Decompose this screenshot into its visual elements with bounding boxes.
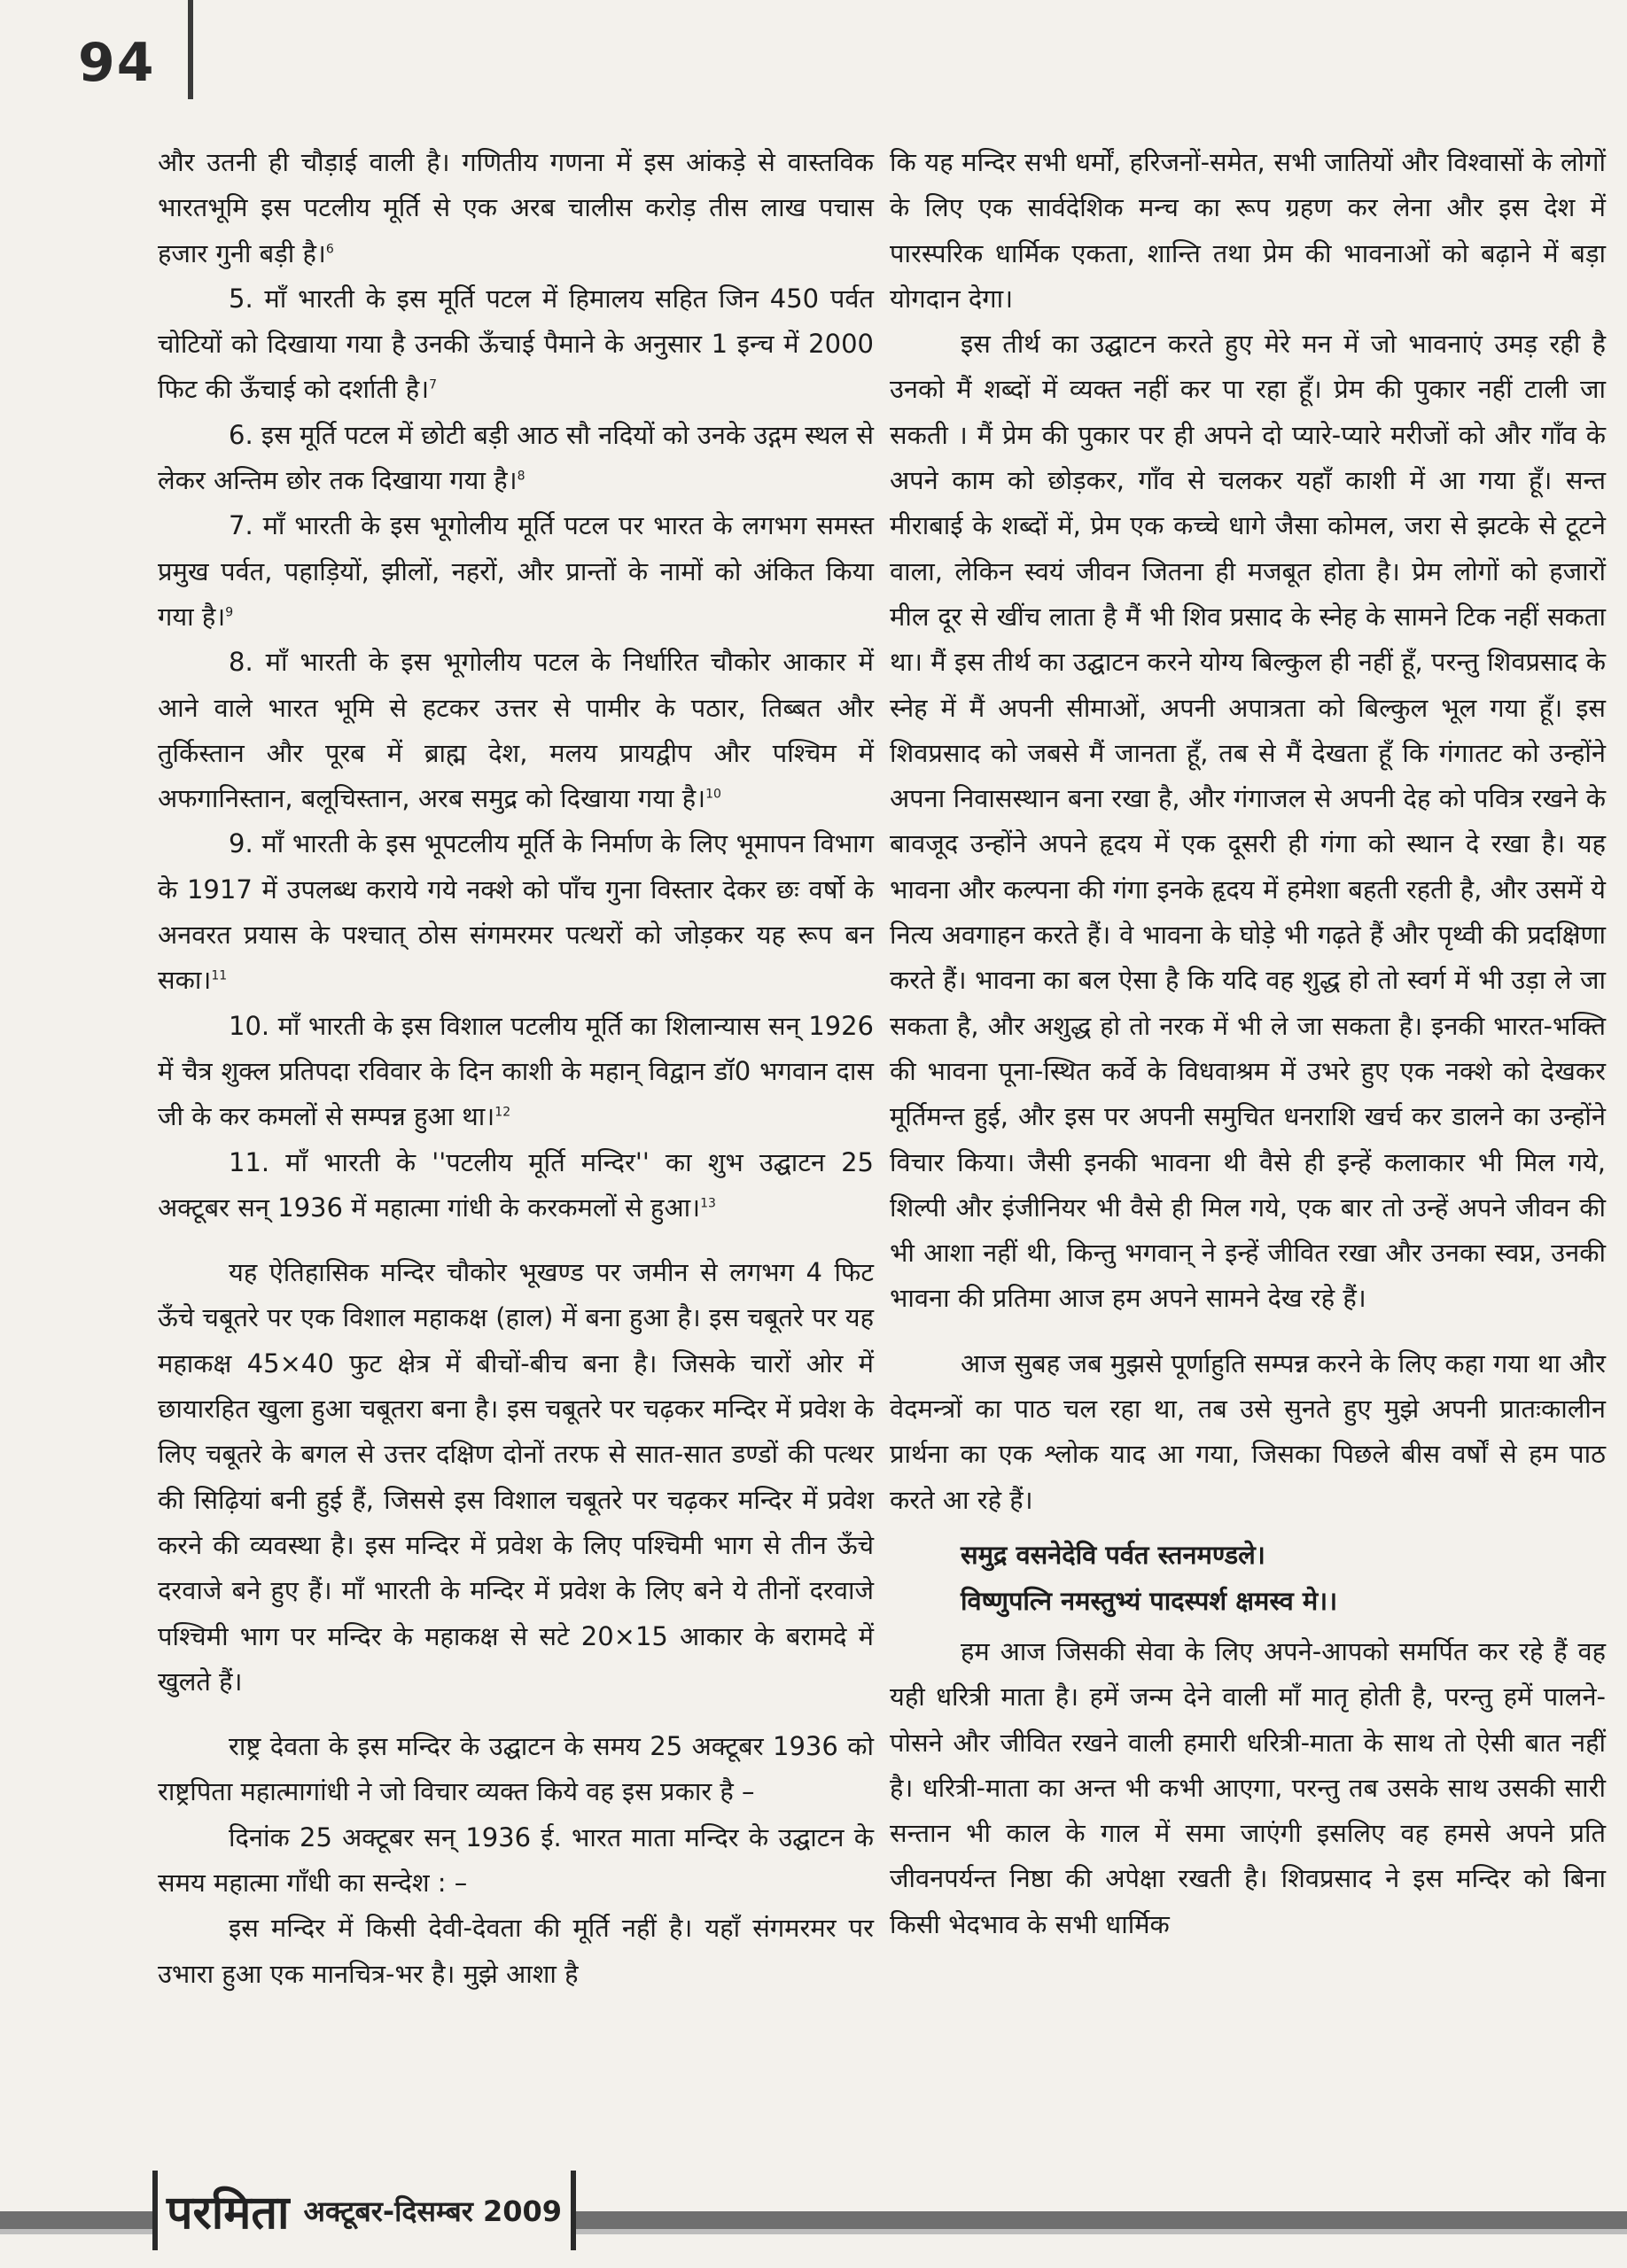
paragraph bbox=[890, 322, 1606, 1322]
paragraph bbox=[890, 1341, 1606, 1523]
verse-line-2: विष्णुपत्नि नमस्तुभ्यं पादस्पर्श क्षमस्व मे।। bbox=[961, 1585, 1338, 1616]
footnote-marker: 13 bbox=[700, 1196, 716, 1211]
footnote-marker: 8 bbox=[517, 469, 525, 484]
right-column bbox=[890, 140, 1606, 1947]
paragraph-text: राष्ट्र देवता के इस मन्दिर के उद्घाटन के समय 25 अक्टूबर 1936 को राष्ट्रपिता महात्मागांधी ने जो विचार व्यक्त किये वह इस प्रकार है – bbox=[158, 1731, 874, 1807]
footer bbox=[152, 2171, 576, 2250]
paragraph bbox=[158, 140, 874, 276]
paragraph-text: यह ऐतिहासिक मन्दिर चौकोर भूखण्ड पर जमीन से लगभग 4 फिट ऊँचे चबूतरे पर एक विशाल महाकक्ष (हाल) में बना हुआ है। इस चबूतरे पर यह महाकक्ष 45×40 फुट क्षेत्र में बीचों-बीच बना है। जिसके चारों ओर में छायारहित खुला हुआ चबूतरा बना है। इस चबूतरे पर चढ़कर मन्दिर में प्रवेश के लिए चबूतरे के बगल से उत्तर दक्षिण दोनों तरफ से सात-सात डण्डों की पत्थर की सिढ़ियां बनी हुई हैं, जिससे इस विशाल चबूतरे पर चढ़कर मन्दिर में प्रवेश करने की व्यवस्था है। इस मन्दिर में प्रवेश के लिए पश्चिमी भाग से तीन ऊँचे दरवाजे बने हुए हैं। माँ भारती के मन्दिर में प्रवेश के लिए बने ये तीनों दरवाजे पश्चिमी भाग पर मन्दिर के महाकक्ष से सटे 20×15 आकार के बरामदे में खुलते हैं। bbox=[158, 1257, 874, 1697]
footnote-marker: 10 bbox=[705, 787, 721, 802]
paragraph bbox=[158, 503, 874, 640]
paragraph bbox=[158, 1004, 874, 1140]
paragraph bbox=[158, 1724, 874, 1815]
paragraph bbox=[158, 1906, 874, 1997]
paragraph bbox=[158, 1140, 874, 1231]
footnote-marker: 7 bbox=[429, 377, 438, 392]
verse-line-1: समुद्र वसनेदेवि पर्वत स्तनमण्डले। bbox=[961, 1539, 1265, 1570]
paragraph-text: इस तीर्थ का उद्घाटन करते हुए मेरे मन में जो भावनाएं उमड़ रही है उनको मैं शब्दों में व्यक्त नहीं कर पा रहा हूँ। प्रेम की पुकार नहीं टाली जा सकती । मैं प्रेम की पुकार पर ही अपने दो प्यारे-प्यारे मरीजों को और गाँव के अपने काम को छोड़कर, गाँव से चलकर यहाँ काशी में आ गया हूँ। सन्त मीराबाई के शब्दों में, प्रेम एक कच्चे धागे जैसा कोमल, जरा से झटके से टूटने वाला, लेकिन स्वयं जीवन जितना ही मजबूत होता है। प्रेम लोगों को हजारों मील दूर से खींच लाता है मैं भी शिव प्रसाद के स्नेह के सामने टिक नहीं सकता था। मैं इस तीर्थ का उद्घाटन करने योग्य बिल्कुल ही नहीं हूँ, परन्तु शिवप्रसाद के स्नेह में मैं अपनी सीमाओं, अपनी अपात्रता को बिल्कुल भूल गया हूँ। इस शिवप्रसाद को जबसे मैं जानता हूँ, तब से मैं देखता हूँ कि गंगातट को उन्होंने अपना निवासस्थान बना रखा है, और गंगाजल से अपनी देह को पवित्र रखने के बावजूद उन्होंने अपने हृदय में एक दूसरी ही गंगा को स्थान दे रखा है। यह भावना और कल्पना की गंगा इनके हृदय में हमेशा बहती रहती है, और उसमें ये नित्य अवगाहन करते हैं। वे भावना के घोड़े भी गढ़ते हैं और पृथ्वी की प्रदक्षिणा करते हैं। भावना का बल ऐसा है कि यदि वह शुद्ध हो तो स्वर्ग में भी उड़ा ले जा सकता है, और अशुद्ध हो तो नरक में भी ले जा सकता है। इनकी भारत-भक्ति की भावना पूना-स्थित कर्वे के विधवाश्रम में उभरे हुए एक नक्शे को देखकर मूर्तिमन्त हुई, और इस पर अपनी समुचित धनराशि खर्च कर डालने का उन्होंने विचार किया। जैसी इनकी भावना थी वैसे ही इन्हें कलाकार भी मिल गये, शिल्पी और इंजीनियर भी वैसे ही मिल गये, एक बार तो उन्हें अपने जीवन की भी आशा नहीं थी, किन्तु भगवान् ने इन्हें जीवित रखा और उनका स्वप्न, उनकी भावना की प्रतिमा आज हम अपने सामने देख रहे हैं। bbox=[890, 329, 1606, 1314]
paragraph-text: और उतनी ही चौड़ाई वाली है। गणितीय गणना में इस आंकड़े से वास्तविक भारतभूमि इस पटलीय मूर्ति से एक अरब चालीस करोड़ तीस लाख पचास हजार गुनी बड़ी है। bbox=[158, 147, 874, 268]
paragraph bbox=[158, 821, 874, 1003]
paragraph-text: 6. इस मूर्ति पटल में छोटी बड़ी आठ सौ नदियों को उनके उद्गम स्थल से लेकर अन्तिम छोर तक दिखाया गया है। bbox=[158, 419, 874, 496]
paragraph bbox=[158, 640, 874, 821]
paragraph bbox=[890, 140, 1606, 322]
page-number: 94 bbox=[78, 32, 156, 94]
footnote-marker: 12 bbox=[494, 1105, 511, 1120]
paragraph-text: 9. माँ भारती के इस भूपटलीय मूर्ति के निर्माण के लिए भूमापन विभाग के 1917 में उपलब्ध कराये गये नक्शे को पाँच गुना विस्तार देकर छः वर्षो के अनवरत प्रयास के पश्चात् ठोस संगमरमर पत्थरों को जोड़कर यह रूप बन सका। bbox=[158, 828, 874, 996]
paragraph-text: कि यह मन्दिर सभी धर्मों, हरिजनों-समेत, सभी जातियों और विश्वासों के लोगों के लिए एक सार्वदेशिक मन्च का रूप ग्रहण कर लेना और इस देश में पारस्परिक धार्मिक एकता, शान्ति तथा प्रेम की भावनाओं को बढ़ाने में बड़ा योगदान देगा। bbox=[890, 147, 1606, 314]
paragraph-text: 8. माँ भारती के इस भूगोलीय पटल के निर्धारित चौकोर आकार में आने वाले भारत भूमि से हटकर उत्तर से पामीर के पठार, तिब्बत और तुर्किस्तान और पूरब में ब्राह्म देश, मलय प्रायद्वीप और पश्चिम में अफगानिस्तान, बलूचिस्तान, अरब समुद्र को दिखाया गया है। bbox=[158, 647, 874, 814]
magazine-title: परमिता bbox=[167, 2186, 290, 2240]
paragraph bbox=[890, 1629, 1606, 1947]
right-column-paragraphs-continued bbox=[890, 1629, 1606, 1947]
footnote-marker: 9 bbox=[225, 605, 234, 620]
paragraph-text: 7. माँ भारती के इस भूगोलीय मूर्ति पटल पर भारत के लगभग समस्त प्रमुख पर्वत, पहाड़ियों, झीलों, नहरों, और प्रान्तों के नामों को अंकित किया गया है। bbox=[158, 510, 874, 632]
footnote-marker: 6 bbox=[325, 241, 334, 256]
paragraph-text: 5. माँ भारती के इस मूर्ति पटल में हिमालय सहित जिन 450 पर्वत चोटियों को दिखाया गया है उनकी ऊँचाई पैमाने के अनुसार 1 इन्च में 2000 फिट की ऊँचाई को दर्शाती है। bbox=[158, 283, 874, 405]
footnote-marker: 11 bbox=[211, 968, 228, 983]
paragraph-text: 11. माँ भारती के ''पटलीय मूर्ति मन्दिर'' का शुभ उद्घाटन 25 अक्टूबर सन् 1936 में महात्मा गांधी के करकमलों से हुआ। bbox=[158, 1146, 874, 1223]
paragraph bbox=[158, 413, 874, 504]
left-column bbox=[158, 140, 874, 1997]
sanskrit-verse bbox=[961, 1532, 1606, 1624]
paragraph bbox=[158, 1250, 874, 1705]
paragraph-text: हम आज जिसकी सेवा के लिए अपने-आपको समर्पित कर रहे हैं वह यही धरित्री माता है। हमें जन्म देने वाली माँ मातृ होती है, परन्तु हमें पालने-पोसने और जीवित रखने वाली हमारी धरित्री-माता के साथ तो ऐसी बात नहीं है। धरित्री-माता का अन्त भी कभी आएगा, परन्तु तब उसके साथ उसकी सारी सन्तान भी काल के गाल में समा जाएंगी इसलिए वह हमसे अपने प्रति जीवनपर्यन्त निष्ठा की अपेक्षा रखती है। शिवप्रसाद ने इस मन्दिर को बिना किसी भेदभाव के सभी धार्मिक bbox=[890, 1635, 1606, 1939]
issue-date: अक्टूबर-दिसम्बर 2009 bbox=[303, 2194, 563, 2228]
header-divider bbox=[188, 0, 193, 99]
paragraph-text: 10. माँ भारती के इस विशाल पटलीय मूर्ति का शिलान्यास सन् 1926 में चैत्र शुक्ल प्रतिपदा रविवार के दिन काशी के महान् विद्वान डॉ0 भगवान दास जी के कर कमलों से सम्पन्न हुआ था। bbox=[158, 1010, 874, 1132]
paragraph bbox=[158, 1815, 874, 1907]
paragraph-text: आज सुबह जब मुझसे पूर्णाहुति सम्पन्न करने के लिए कहा गया था और वेदमन्त्रों का पाठ चल रहा था, तब उसे सुनते हुए मुझे अपनी प्रातःकालीन प्रार्थना का एक श्लोक याद आ गया, जिसका पिछले बीस वर्षों से हम पाठ करते आ रहे हैं। bbox=[890, 1348, 1606, 1515]
paragraph-text: दिनांक 25 अक्टूबर सन् 1936 ई. भारत माता मन्दिर के उद्घाटन के समय महात्मा गाँधी का सन्देश : – bbox=[158, 1821, 874, 1898]
right-column-paragraphs bbox=[890, 140, 1606, 1523]
paragraph-text: इस मन्दिर में किसी देवी-देवता की मूर्ति नहीं है। यहाँ संगमरमर पर उभारा हुआ एक मानचित्र-भर है। मुझे आशा है bbox=[158, 1913, 874, 1989]
paragraph bbox=[158, 276, 874, 413]
